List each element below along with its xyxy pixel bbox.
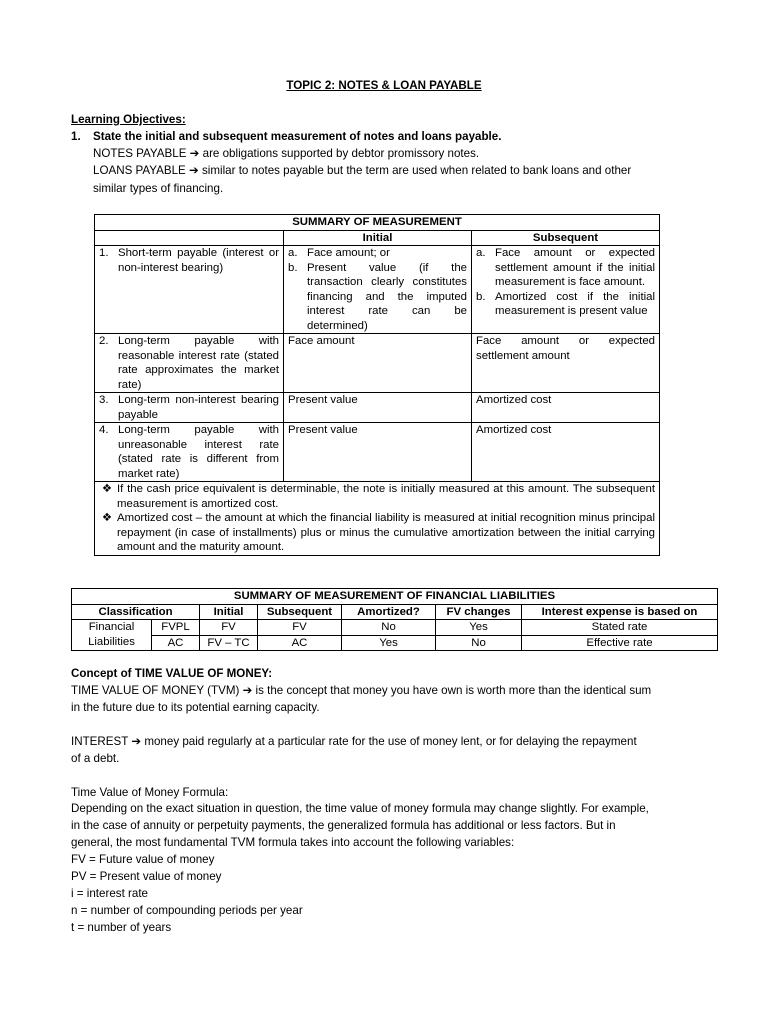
summary-note: Amortized cost – the amount at which the financial liability is measured at initial recognition minus principal repayment (in case of installments) plus or minus the cumulative amortization between the initial carrying amount and the maturity amount. — [117, 512, 656, 553]
table-cell: No — [342, 620, 436, 636]
diamond-bullet-icon: ❖ — [101, 483, 113, 495]
summary-note: If the cash price equivalent is determinable, the note is initially measured at this amount. The subsequent measurement is amortized cost. — [117, 483, 656, 510]
table-cell: AC — [152, 635, 200, 651]
fl-header-initial: Initial — [200, 604, 258, 620]
notes-payable-text: are obligations supported by debtor promissory notes. — [202, 147, 480, 160]
table-row — [95, 246, 660, 334]
loans-payable-text-cont: similar types of financing. — [93, 182, 224, 195]
arrow-icon: ➔ — [189, 164, 199, 177]
table-cell: No — [436, 635, 522, 651]
tvm-text-cont: in the future due to its potential earning capacity. — [71, 701, 320, 714]
subsequent-option-b: Amortized cost if the initial measurement is present value — [495, 290, 656, 317]
table-cell: AC — [258, 635, 342, 651]
table-row — [72, 620, 718, 636]
objective-1-number: 1. — [71, 130, 81, 143]
row-label: Long-term non-interest bearing payable — [118, 394, 279, 421]
initial-option-b: Present value (if the transaction clearly constitutes financing and the imputed interest rate can be determined) — [307, 261, 467, 332]
initial-cell: Present value — [284, 423, 472, 482]
subsequent-cell: Amortized cost — [472, 423, 660, 482]
diamond-bullet-icon: ❖ — [101, 512, 113, 524]
loans-payable-text: similar to notes payable but the term are used when related to bank loans and other — [201, 164, 632, 177]
notes-payable-term: NOTES PAYABLE — [93, 147, 187, 160]
table-row — [95, 393, 660, 423]
arrow-icon: ➔ — [131, 735, 142, 748]
summary-table-title: SUMMARY OF MEASUREMENT — [95, 215, 660, 231]
table-cell: FVPL — [152, 620, 200, 636]
loans-payable-term: LOANS PAYABLE — [93, 164, 186, 177]
formula-paragraph-line: general, the most fundamental TVM formula takes into account the following variables: — [71, 836, 515, 849]
interest-term: INTEREST — [71, 735, 129, 748]
item-letter: b. — [476, 290, 486, 303]
item-letter: a. — [288, 247, 298, 259]
subsequent-cell: Face amount or expected settlement amount — [472, 334, 660, 393]
initial-option-a: Face amount; or — [307, 247, 390, 259]
financial-liabilities-table — [71, 588, 718, 651]
fl-header-classification: Classification — [72, 604, 200, 620]
tvm-definition — [71, 682, 698, 699]
row-number: 4. — [99, 424, 109, 436]
variable-line: i = interest rate — [71, 887, 149, 900]
row-label: Long-term payable with unreasonable interest rate (stated rate is different from market rate) — [118, 424, 279, 480]
initial-cell: Face amount — [284, 334, 472, 393]
interest-text: money paid regularly at a particular rate for the use of money lent, or for delaying the repayment — [144, 735, 637, 748]
table-row — [95, 423, 660, 482]
row-label: Short-term payable (interest or non-interest bearing) — [118, 247, 279, 274]
variable-line: PV = Present value of money — [71, 870, 222, 883]
fl-header-subsequent: Subsequent — [258, 604, 342, 620]
subsequent-option-a: Face amount or expected settlement amount if the initial measurement is face amount. — [495, 247, 656, 288]
fl-header-interest-expense: Interest expense is based on — [522, 604, 718, 620]
tvm-term: TIME VALUE OF MONEY (TVM) — [71, 684, 240, 697]
table-cell: FV – TC — [200, 635, 258, 651]
tvm-text: is the concept that money you have own is worth more than the identical sum — [255, 684, 652, 697]
row-number: 3. — [99, 394, 109, 406]
table-cell: Effective rate — [522, 635, 718, 651]
tvm-heading: Concept of TIME VALUE OF MONEY: — [71, 667, 273, 680]
table-cell: FV — [258, 620, 342, 636]
table-row — [72, 635, 718, 651]
row-number: 2. — [99, 335, 109, 347]
table-cell: Yes — [436, 620, 522, 636]
variable-line: FV = Future value of money — [71, 853, 215, 866]
item-letter: a. — [476, 247, 486, 259]
row-number: 1. — [99, 247, 109, 259]
variable-line: t = number of years — [71, 921, 172, 934]
objective-1 — [71, 128, 698, 145]
loans-payable-definition — [93, 162, 697, 179]
formula-paragraph-line: in the case of annuity or perpetuity payments, the generalized formula has additional or less factors. But in — [71, 819, 616, 832]
learning-objectives-heading: Learning Objectives: — [71, 113, 186, 126]
summary-header-blank — [95, 230, 284, 246]
summary-header-initial: Initial — [284, 230, 472, 246]
table-cell: Yes — [342, 635, 436, 651]
fl-header-fv-changes: FV changes — [436, 604, 522, 620]
table-row — [95, 334, 660, 393]
objective-1-text: State the initial and subsequent measurement of notes and loans payable. — [93, 130, 502, 143]
notes-payable-definition — [93, 145, 698, 162]
class-label: Liabilities — [72, 635, 152, 651]
fl-table-title: SUMMARY OF MEASUREMENT OF FINANCIAL LIABILITIES — [72, 589, 718, 605]
row-label: Long-term payable with reasonable interest rate (stated rate approximates the market rate) — [118, 335, 279, 391]
interest-text-cont: of a debt. — [71, 752, 120, 765]
variable-line: n = number of compounding periods per year — [71, 904, 303, 917]
summary-header-subsequent: Subsequent — [472, 230, 660, 246]
item-letter: b. — [288, 261, 298, 274]
arrow-icon: ➔ — [242, 684, 253, 697]
page-title: TOPIC 2: NOTES & LOAN PAYABLE — [286, 79, 482, 92]
table-cell: Stated rate — [522, 620, 718, 636]
initial-cell: Present value — [284, 393, 472, 423]
class-label: Financial — [72, 620, 152, 636]
interest-definition — [71, 733, 698, 750]
arrow-icon: ➔ — [189, 147, 200, 160]
fl-header-amortized: Amortized? — [342, 604, 436, 620]
formula-paragraph-line: Depending on the exact situation in question, the time value of money formula may change slightly. For example, — [71, 802, 649, 815]
subsequent-cell: Amortized cost — [472, 393, 660, 423]
summary-of-measurement-table — [94, 214, 660, 556]
formula-heading: Time Value of Money Formula: — [71, 786, 229, 799]
table-cell: FV — [200, 620, 258, 636]
